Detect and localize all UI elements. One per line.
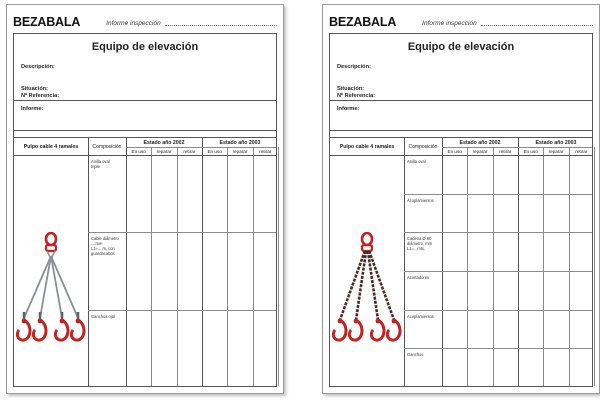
table-column-divider	[569, 147, 570, 386]
component-label	[91, 314, 125, 319]
column-header-product: Pulpo cable 4 ramales	[23, 144, 79, 150]
inspection-line	[481, 25, 593, 26]
column-header-state-2002: Estado año 2002	[143, 139, 185, 146]
table-column-divider	[88, 138, 89, 386]
chain-4-leg-sling-icon	[332, 232, 402, 352]
inspection-table	[330, 137, 592, 386]
table-column-divider	[177, 147, 178, 386]
column-subheader: En uso	[523, 148, 538, 154]
inspection-sheet-wire-sling	[6, 4, 284, 394]
wire-rope-4-leg-sling-icon	[16, 232, 86, 352]
component-label	[407, 159, 441, 164]
component-line: Ganchos	[407, 352, 424, 358]
column-header-composition: Composición	[408, 144, 438, 150]
component-label	[407, 314, 441, 319]
column-subheader: reparar	[232, 148, 248, 154]
component-line: Anilla oval	[407, 159, 426, 164]
table-column-divider	[202, 138, 203, 386]
column-header-state-2003: Estado año 2003	[535, 139, 577, 146]
component-line: Ganchos ojal	[91, 313, 115, 319]
situation-label: Situación:	[337, 86, 365, 92]
component-line: guardacabos	[91, 251, 115, 257]
table-column-divider	[594, 147, 595, 386]
column-header-state-2002: Estado año 2002	[459, 139, 501, 146]
component-label	[407, 198, 441, 203]
component-label	[407, 236, 441, 251]
component-line: triple	[91, 164, 100, 169]
sheet-header	[329, 11, 593, 29]
situation-label: Situación:	[21, 86, 49, 92]
inspection-sheet-chain-sling	[322, 4, 600, 394]
description-label: Descripción:	[21, 64, 55, 70]
sheet-header	[13, 11, 277, 29]
component-line: L1=....m, con	[91, 246, 115, 252]
column-subheader: retirar	[259, 148, 272, 154]
column-subheader: retirar	[575, 148, 588, 154]
report-label: Informe:	[21, 106, 44, 112]
reference-label: Nº Referencia:	[337, 93, 376, 99]
reference-label: Nº Referencia:	[21, 93, 60, 99]
table-row-divider	[404, 194, 592, 195]
inspection-label: Informe inspección	[422, 20, 477, 27]
table-header-divider	[330, 155, 592, 156]
component-line: Acoplamientos	[407, 197, 434, 203]
table-column-divider	[126, 138, 127, 386]
table-row-divider	[404, 232, 592, 233]
column-subheader: reparar	[548, 148, 564, 154]
column-header-state-2003: Estado año 2003	[219, 139, 261, 146]
form-frame	[329, 33, 593, 387]
table-column-divider	[253, 147, 254, 386]
table-row-divider	[404, 348, 592, 349]
title-section	[14, 34, 276, 101]
column-header-product: Pulpo cable 4 ramales	[339, 144, 395, 150]
table-column-divider	[151, 147, 152, 386]
inspection-label: Informe inspección	[106, 20, 161, 27]
component-line: Acortadores	[407, 275, 430, 280]
component-line: Acoplamientos	[407, 313, 434, 319]
table-row-divider	[404, 271, 592, 272]
form-frame	[13, 33, 277, 387]
column-subheader: retirar	[183, 148, 196, 154]
column-subheader: En uso	[447, 148, 462, 154]
column-subheader: En uso	[131, 148, 146, 154]
brand-logo: BEZABALA	[13, 15, 81, 29]
component-line: diámetro, mm	[407, 241, 433, 247]
table-column-divider	[227, 147, 228, 386]
column-subheader: retirar	[499, 148, 512, 154]
component-line: Anilla oval	[91, 159, 110, 164]
table-column-divider	[467, 147, 468, 386]
component-line: ....mm	[91, 241, 103, 247]
column-subheader: reparar	[472, 148, 488, 154]
brand-logo: BEZABALA	[329, 15, 397, 29]
report-section	[330, 101, 592, 131]
table-header-divider	[14, 155, 276, 156]
component-line: Cable diámetro	[91, 236, 119, 242]
table-column-divider	[543, 147, 544, 386]
column-subheader: En uso	[207, 148, 222, 154]
component-line: Cadena Ø 80	[407, 236, 432, 242]
column-subheader: reparar	[156, 148, 172, 154]
page-title: Equipo de elevación	[407, 41, 515, 53]
component-label	[91, 159, 125, 169]
component-label	[91, 236, 125, 256]
table-row-divider	[88, 232, 276, 233]
component-label	[407, 352, 441, 357]
table-row-divider	[404, 310, 592, 311]
inspection-table	[14, 137, 276, 386]
description-label: Descripción:	[337, 64, 371, 70]
column-header-composition: Composición	[92, 144, 122, 150]
inspection-line	[165, 25, 277, 26]
report-label: Informe:	[337, 106, 360, 112]
report-section	[14, 101, 276, 131]
component-label	[407, 275, 441, 280]
component-line: L1=...mts.	[407, 246, 426, 252]
title-section	[330, 34, 592, 101]
page-title: Equipo de elevación	[91, 41, 199, 53]
table-column-divider	[278, 147, 279, 386]
table-column-divider	[493, 147, 494, 386]
table-row-divider	[88, 310, 276, 311]
